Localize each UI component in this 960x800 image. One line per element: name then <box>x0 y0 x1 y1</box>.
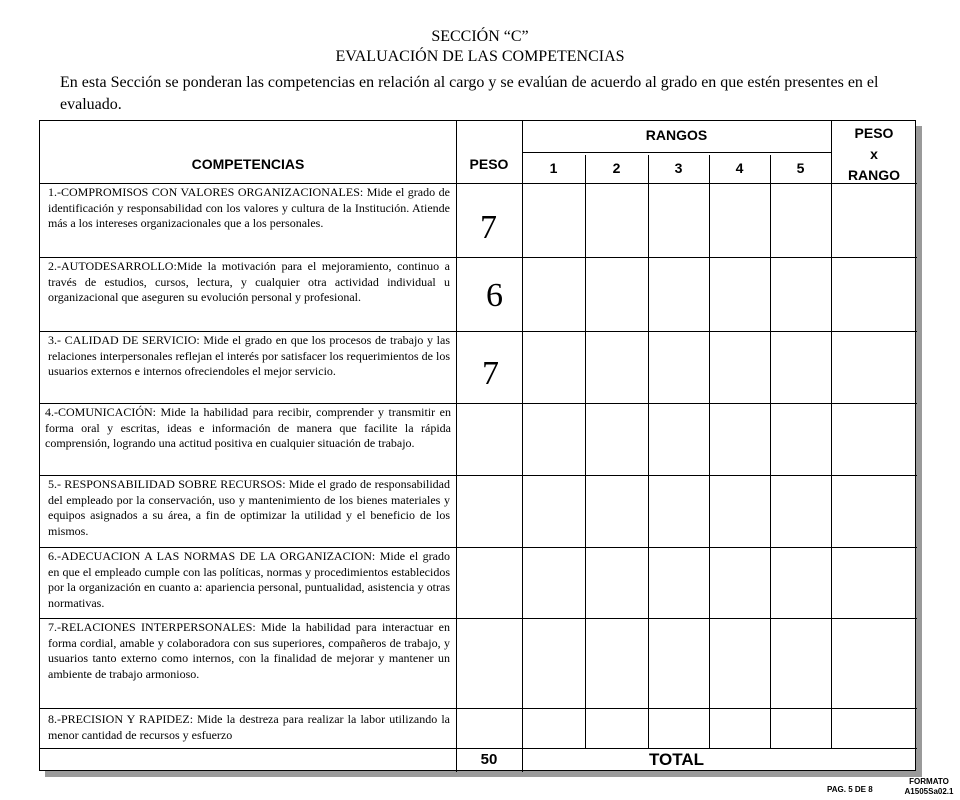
rango-1: 1 <box>549 160 558 176</box>
competencias-table <box>39 120 916 771</box>
competencia-text: 1.-COMPROMISOS CON VALORES ORGANIZACIONALES: Mide el grado de identificación y responsabilidad con los valores y cultura de la Institución. Atiende más a los intereses organizacionales que a los personales. <box>48 185 450 230</box>
divider <box>522 121 523 772</box>
divider <box>40 708 917 709</box>
col-competencias: COMPETENCIAS <box>191 156 305 172</box>
page-number: PAG. 5 DE 8 <box>827 785 873 794</box>
competencia-text: 8.-PRECISION Y RAPIDEZ: Mide la destreza para realizar la labor utilizando la menor cantidad de recursos y esfuerzo <box>48 712 450 742</box>
divider <box>648 155 649 749</box>
divider <box>40 183 917 184</box>
divider <box>40 403 917 404</box>
formato-label: FORMATO <box>909 777 949 786</box>
divider <box>40 547 917 548</box>
col-peso-rango-line: PESO <box>854 125 894 141</box>
divider <box>522 152 831 153</box>
competencia-text: 7.-RELACIONES INTERPERSONALES: Mide la habilidad para interactuar en forma cordial, amable y colaboradora con sus superiores, compañeros de trabajo, y usuarios tanto externo como internos, con la finalidad de mejorar y mantener un ambiente de trabajo armonioso. <box>48 620 450 681</box>
col-peso: PESO <box>469 156 509 172</box>
divider <box>40 331 917 332</box>
competencia-text: 4.-COMUNICACIÓN: Mide la habilidad para recibir, comprender y transmitir en forma oral y escritas, ideas e información de manera que facilite la rápida comprensión, logrando una actitud positiva en cualquier situación de trabajo. <box>45 405 451 450</box>
col-rangos: RANGOS <box>645 127 708 143</box>
divider <box>40 475 917 476</box>
competencia-text: 3.- CALIDAD DE SERVICIO: Mide el grado en que los procesos de trabajo y las relaciones interpersonales reflejan el interés por satisfacer los requerimientos de los usuarios externos e internos ofreciendoles el mejor servicio. <box>48 333 450 378</box>
col-peso-rango <box>831 123 917 186</box>
rango-2: 2 <box>612 160 621 176</box>
competencia-text: 5.- RESPONSABILIDAD SOBRE RECURSOS: Mide el grado de responsabilidad del empleado por la conservación, uso y mantenimiento de los bienes materiales y equipos asignados a su área, a fin de optimizar la utilidad y el beneficio de los mismos. <box>48 477 450 538</box>
peso-value: 7 <box>482 355 499 392</box>
divider <box>770 155 771 749</box>
col-peso-rango-line: RANGO <box>847 167 901 183</box>
divider <box>709 155 710 749</box>
total-label: TOTAL <box>648 750 705 769</box>
peso-value: 7 <box>480 209 497 246</box>
competencia-text: 2.-AUTODESARROLLO:Mide la motivación para el mejoramiento, continuo a través de estudios, cursos, lectura, y cualquier otra actividad individual u organizacional que aseguren su evolución personal y profesional. <box>48 259 450 304</box>
col-peso-rango-line: x <box>870 146 878 162</box>
rango-5: 5 <box>796 160 805 176</box>
competencia-text: 6.-ADECUACION A LAS NORMAS DE LA ORGANIZACION: Mide el grado en que el empleado cumple con las políticas, normas y procedimientos establecidos por la organización en cuanto a: apariencia personal, puntualidad, asistencia y otras normativas. <box>48 549 450 610</box>
section-heading: SECCIÓN “C” <box>431 28 529 45</box>
total-peso: 50 <box>480 751 498 768</box>
divider <box>456 121 457 772</box>
divider <box>40 257 917 258</box>
formato-id: A1505Sa02.1 <box>904 787 954 796</box>
peso-value: 6 <box>486 277 503 314</box>
formato-code <box>898 777 960 797</box>
section-intro: En esta Sección se ponderan las competencias en relación al cargo y se evalúan de acuerdo al grado en que estén presentes en el evaluado. <box>60 74 879 113</box>
rango-4: 4 <box>735 160 744 176</box>
divider <box>40 618 917 619</box>
rango-3: 3 <box>674 160 683 176</box>
section-title: EVALUACIÓN DE LAS COMPETENCIAS <box>335 48 625 65</box>
divider <box>831 121 832 749</box>
divider <box>585 155 586 749</box>
